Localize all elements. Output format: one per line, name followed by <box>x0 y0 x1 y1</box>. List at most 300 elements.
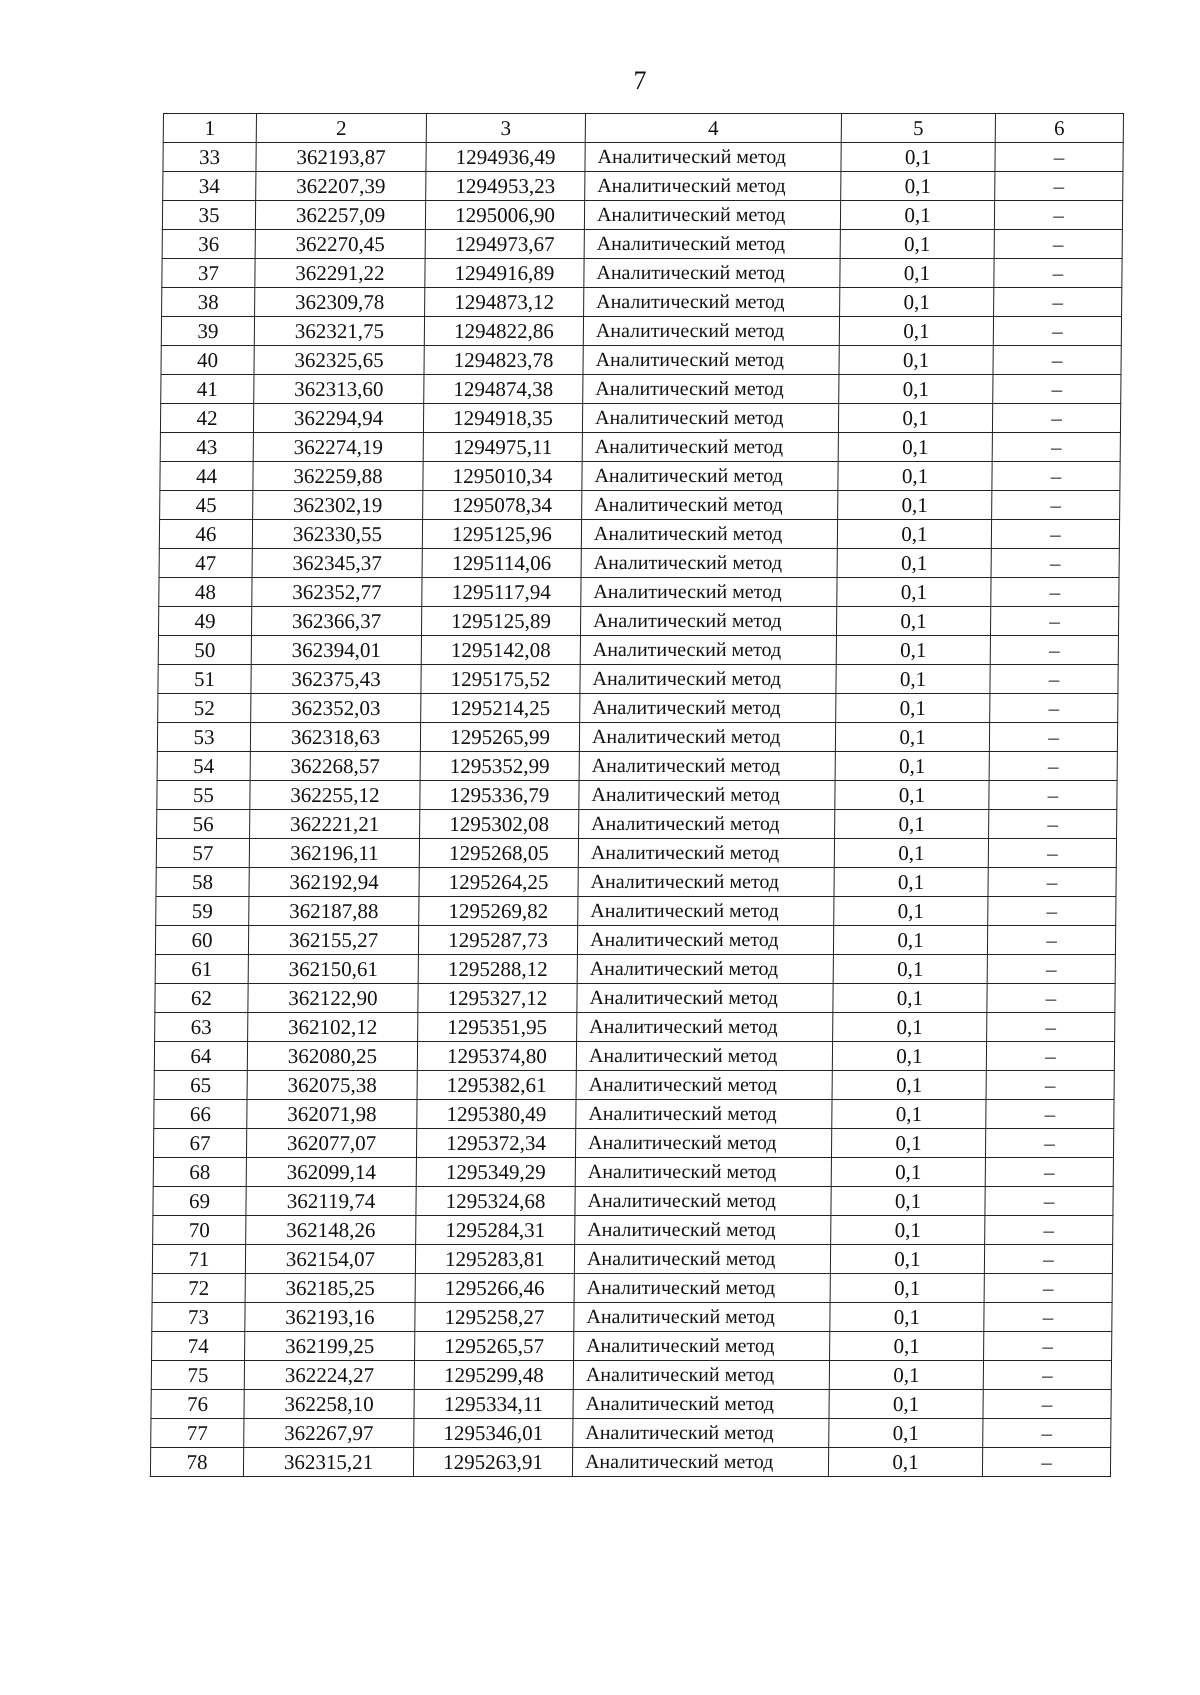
table-row <box>156 897 1116 926</box>
cell-note: – <box>986 1100 1114 1129</box>
cell-method: Аналитический метод <box>582 462 838 491</box>
table-row <box>156 839 1116 868</box>
cell-method: Аналитический метод <box>572 1448 828 1477</box>
cell-accuracy: 0,1 <box>839 346 993 375</box>
cell-note: – <box>984 1332 1112 1361</box>
cell-y-coordinate: 1294953,23 <box>426 172 585 201</box>
cell-method: Аналитический метод <box>583 346 839 375</box>
cell-point-number: 67 <box>153 1129 246 1158</box>
cell-x-coordinate: 362274,19 <box>253 433 423 462</box>
cell-y-coordinate: 1295287,73 <box>418 926 577 955</box>
cell-x-coordinate: 362255,12 <box>250 781 420 810</box>
cell-x-coordinate: 362187,88 <box>249 897 419 926</box>
cell-method: Аналитический метод <box>574 1245 830 1274</box>
table-row <box>154 1071 1114 1100</box>
cell-method: Аналитический метод <box>573 1361 829 1390</box>
cell-y-coordinate: 1295125,96 <box>422 520 581 549</box>
cell-accuracy: 0,1 <box>828 1448 982 1477</box>
cell-method: Аналитический метод <box>578 897 834 926</box>
cell-point-number: 66 <box>154 1100 247 1129</box>
header-cell-2: 2 <box>256 114 426 143</box>
table-row <box>154 1042 1114 1071</box>
cell-method: Аналитический метод <box>575 1216 831 1245</box>
cell-x-coordinate: 362366,37 <box>251 607 421 636</box>
table-row <box>162 201 1122 230</box>
table-row <box>156 868 1116 897</box>
cell-x-coordinate: 362224,27 <box>244 1361 414 1390</box>
cell-accuracy: 0,1 <box>836 607 990 636</box>
cell-note: – <box>992 491 1120 520</box>
table-row <box>161 317 1121 346</box>
cell-point-number: 73 <box>152 1303 245 1332</box>
cell-method: Аналитический метод <box>574 1274 830 1303</box>
cell-point-number: 37 <box>162 259 255 288</box>
cell-accuracy: 0,1 <box>831 1158 985 1187</box>
table-row <box>159 520 1119 549</box>
cell-method: Аналитический метод <box>575 1187 831 1216</box>
cell-y-coordinate: 1295327,12 <box>418 984 577 1013</box>
cell-x-coordinate: 362268,57 <box>250 752 420 781</box>
cell-x-coordinate: 362185,25 <box>245 1274 415 1303</box>
cell-method: Аналитический метод <box>583 317 839 346</box>
cell-y-coordinate: 1295349,29 <box>416 1158 575 1187</box>
cell-y-coordinate: 1294975,11 <box>423 433 582 462</box>
cell-point-number: 57 <box>156 839 249 868</box>
cell-x-coordinate: 362102,12 <box>248 1013 418 1042</box>
cell-point-number: 78 <box>150 1448 243 1477</box>
cell-point-number: 53 <box>157 723 250 752</box>
cell-y-coordinate: 1295372,34 <box>416 1129 575 1158</box>
table-row <box>157 810 1117 839</box>
cell-x-coordinate: 362294,94 <box>253 404 423 433</box>
cell-y-coordinate: 1295125,89 <box>421 607 580 636</box>
cell-method: Аналитический метод <box>578 868 834 897</box>
table-row <box>155 984 1115 1013</box>
cell-method: Аналитический метод <box>576 1071 832 1100</box>
cell-y-coordinate: 1294918,35 <box>423 404 582 433</box>
table-row <box>152 1332 1112 1361</box>
cell-method: Аналитический метод <box>584 230 840 259</box>
cell-accuracy: 0,1 <box>829 1390 983 1419</box>
cell-point-number: 48 <box>159 578 252 607</box>
cell-x-coordinate: 362258,10 <box>244 1390 414 1419</box>
cell-method: Аналитический метод <box>579 723 835 752</box>
cell-accuracy: 0,1 <box>839 317 993 346</box>
table-row <box>158 665 1118 694</box>
cell-x-coordinate: 362196,11 <box>249 839 419 868</box>
table-row <box>159 578 1119 607</box>
cell-point-number: 63 <box>155 1013 248 1042</box>
cell-note: – <box>987 1013 1115 1042</box>
page-number: 7 <box>633 66 647 95</box>
cell-point-number: 76 <box>151 1390 244 1419</box>
cell-point-number: 41 <box>161 375 254 404</box>
cell-x-coordinate: 362394,01 <box>251 636 421 665</box>
cell-note: – <box>989 781 1117 810</box>
cell-x-coordinate: 362309,78 <box>255 288 425 317</box>
cell-method: Аналитический метод <box>580 694 836 723</box>
cell-note: – <box>994 230 1122 259</box>
cell-y-coordinate: 1295283,81 <box>415 1245 574 1274</box>
cell-note: – <box>986 1071 1114 1100</box>
cell-y-coordinate: 1294973,67 <box>425 230 584 259</box>
cell-note: – <box>990 694 1118 723</box>
cell-accuracy: 0,1 <box>829 1361 983 1390</box>
cell-point-number: 60 <box>155 926 248 955</box>
cell-accuracy: 0,1 <box>834 897 988 926</box>
cell-x-coordinate: 362352,77 <box>252 578 422 607</box>
cell-accuracy: 0,1 <box>832 1071 986 1100</box>
cell-x-coordinate: 362267,97 <box>244 1419 414 1448</box>
cell-accuracy: 0,1 <box>837 578 991 607</box>
table-body <box>150 143 1123 1477</box>
cell-x-coordinate: 362313,60 <box>254 375 424 404</box>
cell-method: Аналитический метод <box>577 926 833 955</box>
cell-point-number: 74 <box>152 1332 245 1361</box>
cell-method: Аналитический метод <box>584 288 840 317</box>
cell-note: – <box>984 1274 1112 1303</box>
cell-note: – <box>985 1216 1113 1245</box>
cell-note: – <box>988 897 1116 926</box>
cell-x-coordinate: 362270,45 <box>255 230 425 259</box>
table-row <box>152 1303 1112 1332</box>
cell-note: – <box>982 1448 1110 1477</box>
cell-note: – <box>988 868 1116 897</box>
cell-point-number: 75 <box>151 1361 244 1390</box>
cell-accuracy: 0,1 <box>838 491 992 520</box>
cell-accuracy: 0,1 <box>840 288 994 317</box>
table-row <box>159 549 1119 578</box>
cell-point-number: 77 <box>151 1419 244 1448</box>
cell-method: Аналитический метод <box>581 520 837 549</box>
cell-x-coordinate: 362077,07 <box>246 1129 416 1158</box>
cell-y-coordinate: 1295382,61 <box>417 1071 576 1100</box>
cell-note: – <box>990 636 1118 665</box>
cell-note: – <box>990 665 1118 694</box>
cell-note: – <box>989 810 1117 839</box>
cell-y-coordinate: 1295324,68 <box>416 1187 575 1216</box>
cell-method: Аналитический метод <box>576 1042 832 1071</box>
cell-x-coordinate: 362375,43 <box>251 665 421 694</box>
table-row <box>153 1187 1113 1216</box>
cell-point-number: 50 <box>158 636 251 665</box>
cell-y-coordinate: 1295334,11 <box>414 1390 573 1419</box>
cell-y-coordinate: 1295302,08 <box>420 810 579 839</box>
cell-x-coordinate: 362148,26 <box>246 1216 416 1245</box>
cell-x-coordinate: 362192,94 <box>249 868 419 897</box>
cell-method: Аналитический метод <box>583 375 839 404</box>
cell-point-number: 35 <box>162 201 255 230</box>
cell-y-coordinate: 1295265,57 <box>415 1332 574 1361</box>
cell-point-number: 64 <box>154 1042 247 1071</box>
cell-accuracy: 0,1 <box>830 1274 984 1303</box>
table-row <box>160 462 1120 491</box>
table-row <box>151 1390 1111 1419</box>
table-row <box>153 1216 1113 1245</box>
cell-note: – <box>990 607 1118 636</box>
table-row <box>162 230 1122 259</box>
cell-point-number: 36 <box>162 230 255 259</box>
cell-x-coordinate: 362321,75 <box>254 317 424 346</box>
cell-point-number: 39 <box>161 317 254 346</box>
cell-note: – <box>985 1158 1113 1187</box>
cell-accuracy: 0,1 <box>837 520 991 549</box>
cell-method: Аналитический метод <box>577 955 833 984</box>
cell-method: Аналитический метод <box>580 636 836 665</box>
cell-accuracy: 0,1 <box>835 723 989 752</box>
cell-method: Аналитический метод <box>582 404 838 433</box>
table-row <box>160 433 1120 462</box>
table-row <box>157 781 1117 810</box>
cell-x-coordinate: 362257,09 <box>255 201 425 230</box>
cell-y-coordinate: 1295264,25 <box>419 868 578 897</box>
cell-point-number: 59 <box>156 897 249 926</box>
cell-y-coordinate: 1295352,99 <box>420 752 579 781</box>
cell-y-coordinate: 1294936,49 <box>426 143 585 172</box>
cell-accuracy: 0,1 <box>830 1332 984 1361</box>
cell-accuracy: 0,1 <box>834 868 988 897</box>
cell-accuracy: 0,1 <box>833 955 987 984</box>
cell-x-coordinate: 362221,21 <box>250 810 420 839</box>
cell-method: Аналитический метод <box>580 607 836 636</box>
cell-y-coordinate: 1295380,49 <box>417 1100 576 1129</box>
header-cell-5: 5 <box>841 114 995 143</box>
table-row <box>153 1129 1113 1158</box>
cell-accuracy: 0,1 <box>832 1100 986 1129</box>
cell-x-coordinate: 362199,25 <box>245 1332 415 1361</box>
cell-method: Аналитический метод <box>574 1303 830 1332</box>
cell-method: Аналитический метод <box>577 1013 833 1042</box>
cell-method: Аналитический метод <box>574 1332 830 1361</box>
cell-point-number: 40 <box>161 346 254 375</box>
cell-accuracy: 0,1 <box>835 781 989 810</box>
header-cell-6: 6 <box>995 114 1123 143</box>
cell-note: – <box>993 317 1121 346</box>
table-row <box>163 172 1123 201</box>
cell-accuracy: 0,1 <box>834 839 988 868</box>
cell-note: – <box>987 926 1115 955</box>
table-row <box>151 1419 1111 1448</box>
cell-note: – <box>991 549 1119 578</box>
cell-point-number: 34 <box>163 172 256 201</box>
cell-method: Аналитический метод <box>578 839 834 868</box>
cell-note: – <box>994 288 1122 317</box>
cell-note: – <box>985 1187 1113 1216</box>
cell-accuracy: 0,1 <box>838 404 992 433</box>
cell-accuracy: 0,1 <box>840 201 994 230</box>
table-row <box>155 1013 1115 1042</box>
cell-accuracy: 0,1 <box>833 1013 987 1042</box>
cell-point-number: 69 <box>153 1187 246 1216</box>
table-row <box>163 143 1123 172</box>
cell-accuracy: 0,1 <box>833 984 987 1013</box>
cell-x-coordinate: 362154,07 <box>245 1245 415 1274</box>
cell-x-coordinate: 362207,39 <box>256 172 426 201</box>
header-cell-4: 4 <box>585 114 841 143</box>
cell-note: – <box>991 520 1119 549</box>
cell-y-coordinate: 1294822,86 <box>424 317 583 346</box>
cell-note: – <box>989 723 1117 752</box>
table-row <box>158 636 1118 665</box>
cell-accuracy: 0,1 <box>831 1129 985 1158</box>
cell-accuracy: 0,1 <box>829 1419 983 1448</box>
cell-note: – <box>983 1419 1111 1448</box>
cell-point-number: 45 <box>160 491 253 520</box>
cell-accuracy: 0,1 <box>838 433 992 462</box>
cell-x-coordinate: 362071,98 <box>247 1100 417 1129</box>
table-header <box>163 114 1123 143</box>
table-row <box>162 288 1122 317</box>
table-row <box>151 1361 1111 1390</box>
cell-x-coordinate: 362302,19 <box>253 491 423 520</box>
cell-method: Аналитический метод <box>579 781 835 810</box>
table-row <box>152 1245 1112 1274</box>
cell-x-coordinate: 362352,03 <box>251 694 421 723</box>
cell-x-coordinate: 362193,87 <box>256 143 426 172</box>
table-row <box>155 955 1115 984</box>
cell-method: Аналитический метод <box>584 259 840 288</box>
cell-accuracy: 0,1 <box>836 665 990 694</box>
table-row <box>153 1158 1113 1187</box>
cell-point-number: 52 <box>158 694 251 723</box>
cell-y-coordinate: 1294823,78 <box>424 346 583 375</box>
cell-accuracy: 0,1 <box>835 810 989 839</box>
cell-accuracy: 0,1 <box>840 259 994 288</box>
table-row <box>161 375 1121 404</box>
coordinates-table <box>150 113 1124 1477</box>
cell-method: Аналитический метод <box>582 433 838 462</box>
cell-accuracy: 0,1 <box>836 636 990 665</box>
cell-method: Аналитический метод <box>575 1129 831 1158</box>
cell-method: Аналитический метод <box>580 665 836 694</box>
cell-y-coordinate: 1295117,94 <box>422 578 581 607</box>
header-row <box>163 114 1123 143</box>
cell-note: – <box>984 1245 1112 1274</box>
cell-y-coordinate: 1295214,25 <box>421 694 580 723</box>
table-row <box>162 259 1122 288</box>
cell-x-coordinate: 362325,65 <box>254 346 424 375</box>
cell-note: – <box>993 346 1121 375</box>
table-row <box>157 723 1117 752</box>
table-row <box>158 694 1118 723</box>
cell-accuracy: 0,1 <box>835 752 989 781</box>
cell-y-coordinate: 1295266,46 <box>415 1274 574 1303</box>
cell-y-coordinate: 1295258,27 <box>415 1303 574 1332</box>
cell-y-coordinate: 1295114,06 <box>422 549 581 578</box>
table-row <box>152 1274 1112 1303</box>
cell-accuracy: 0,1 <box>840 230 994 259</box>
cell-point-number: 46 <box>159 520 252 549</box>
cell-point-number: 70 <box>153 1216 246 1245</box>
cell-point-number: 62 <box>155 984 248 1013</box>
table-row <box>160 491 1120 520</box>
cell-x-coordinate: 362122,90 <box>248 984 418 1013</box>
cell-accuracy: 0,1 <box>833 926 987 955</box>
cell-method: Аналитический метод <box>585 172 841 201</box>
cell-accuracy: 0,1 <box>839 375 993 404</box>
cell-method: Аналитический метод <box>577 984 833 1013</box>
cell-method: Аналитический метод <box>573 1419 829 1448</box>
cell-point-number: 56 <box>157 810 250 839</box>
cell-x-coordinate: 362315,21 <box>243 1448 413 1477</box>
cell-point-number: 51 <box>158 665 251 694</box>
cell-accuracy: 0,1 <box>841 172 995 201</box>
cell-note: – <box>992 433 1120 462</box>
cell-accuracy: 0,1 <box>831 1216 985 1245</box>
cell-method: Аналитический метод <box>581 549 837 578</box>
cell-accuracy: 0,1 <box>838 462 992 491</box>
cell-note: – <box>992 462 1120 491</box>
cell-y-coordinate: 1295010,34 <box>423 462 582 491</box>
cell-y-coordinate: 1294873,12 <box>425 288 584 317</box>
table-row <box>158 607 1118 636</box>
cell-accuracy: 0,1 <box>831 1187 985 1216</box>
cell-note: – <box>995 143 1123 172</box>
header-cell-1: 1 <box>163 114 256 143</box>
cell-point-number: 43 <box>160 433 253 462</box>
cell-y-coordinate: 1295175,52 <box>421 665 580 694</box>
cell-y-coordinate: 1295265,99 <box>420 723 579 752</box>
table-row <box>155 926 1115 955</box>
cell-method: Аналитический метод <box>582 491 838 520</box>
cell-point-number: 68 <box>153 1158 246 1187</box>
table-row <box>161 346 1121 375</box>
cell-method: Аналитический метод <box>581 578 837 607</box>
cell-y-coordinate: 1295142,08 <box>421 636 580 665</box>
cell-note: – <box>986 1042 1114 1071</box>
cell-point-number: 54 <box>157 752 250 781</box>
cell-method: Аналитический метод <box>579 752 835 781</box>
cell-y-coordinate: 1295374,80 <box>417 1042 576 1071</box>
cell-method: Аналитический метод <box>575 1158 831 1187</box>
table-row <box>150 1448 1110 1477</box>
cell-accuracy: 0,1 <box>830 1303 984 1332</box>
cell-x-coordinate: 362080,25 <box>247 1042 417 1071</box>
cell-note: – <box>987 955 1115 984</box>
cell-y-coordinate: 1294916,89 <box>425 259 584 288</box>
cell-y-coordinate: 1295284,31 <box>416 1216 575 1245</box>
cell-point-number: 47 <box>159 549 252 578</box>
cell-y-coordinate: 1295269,82 <box>419 897 578 926</box>
cell-point-number: 58 <box>156 868 249 897</box>
cell-point-number: 55 <box>157 781 250 810</box>
cell-point-number: 49 <box>158 607 251 636</box>
cell-x-coordinate: 362150,61 <box>248 955 418 984</box>
cell-point-number: 61 <box>155 955 248 984</box>
cell-y-coordinate: 1295288,12 <box>418 955 577 984</box>
cell-method: Аналитический метод <box>576 1100 832 1129</box>
header-cell-3: 3 <box>426 114 585 143</box>
cell-note: – <box>991 578 1119 607</box>
cell-accuracy: 0,1 <box>837 549 991 578</box>
cell-note: – <box>984 1303 1112 1332</box>
table-row <box>160 404 1120 433</box>
cell-x-coordinate: 362099,14 <box>246 1158 416 1187</box>
cell-accuracy: 0,1 <box>836 694 990 723</box>
cell-y-coordinate: 1295078,34 <box>423 491 582 520</box>
cell-x-coordinate: 362155,27 <box>248 926 418 955</box>
cell-note: – <box>992 404 1120 433</box>
cell-y-coordinate: 1295006,90 <box>425 201 584 230</box>
cell-note: – <box>983 1390 1111 1419</box>
cell-note: – <box>988 839 1116 868</box>
cell-note: – <box>989 752 1117 781</box>
cell-x-coordinate: 362193,16 <box>245 1303 415 1332</box>
cell-note: – <box>987 984 1115 1013</box>
cell-method: Аналитический метод <box>584 201 840 230</box>
cell-note: – <box>994 201 1122 230</box>
cell-y-coordinate: 1295346,01 <box>414 1419 573 1448</box>
